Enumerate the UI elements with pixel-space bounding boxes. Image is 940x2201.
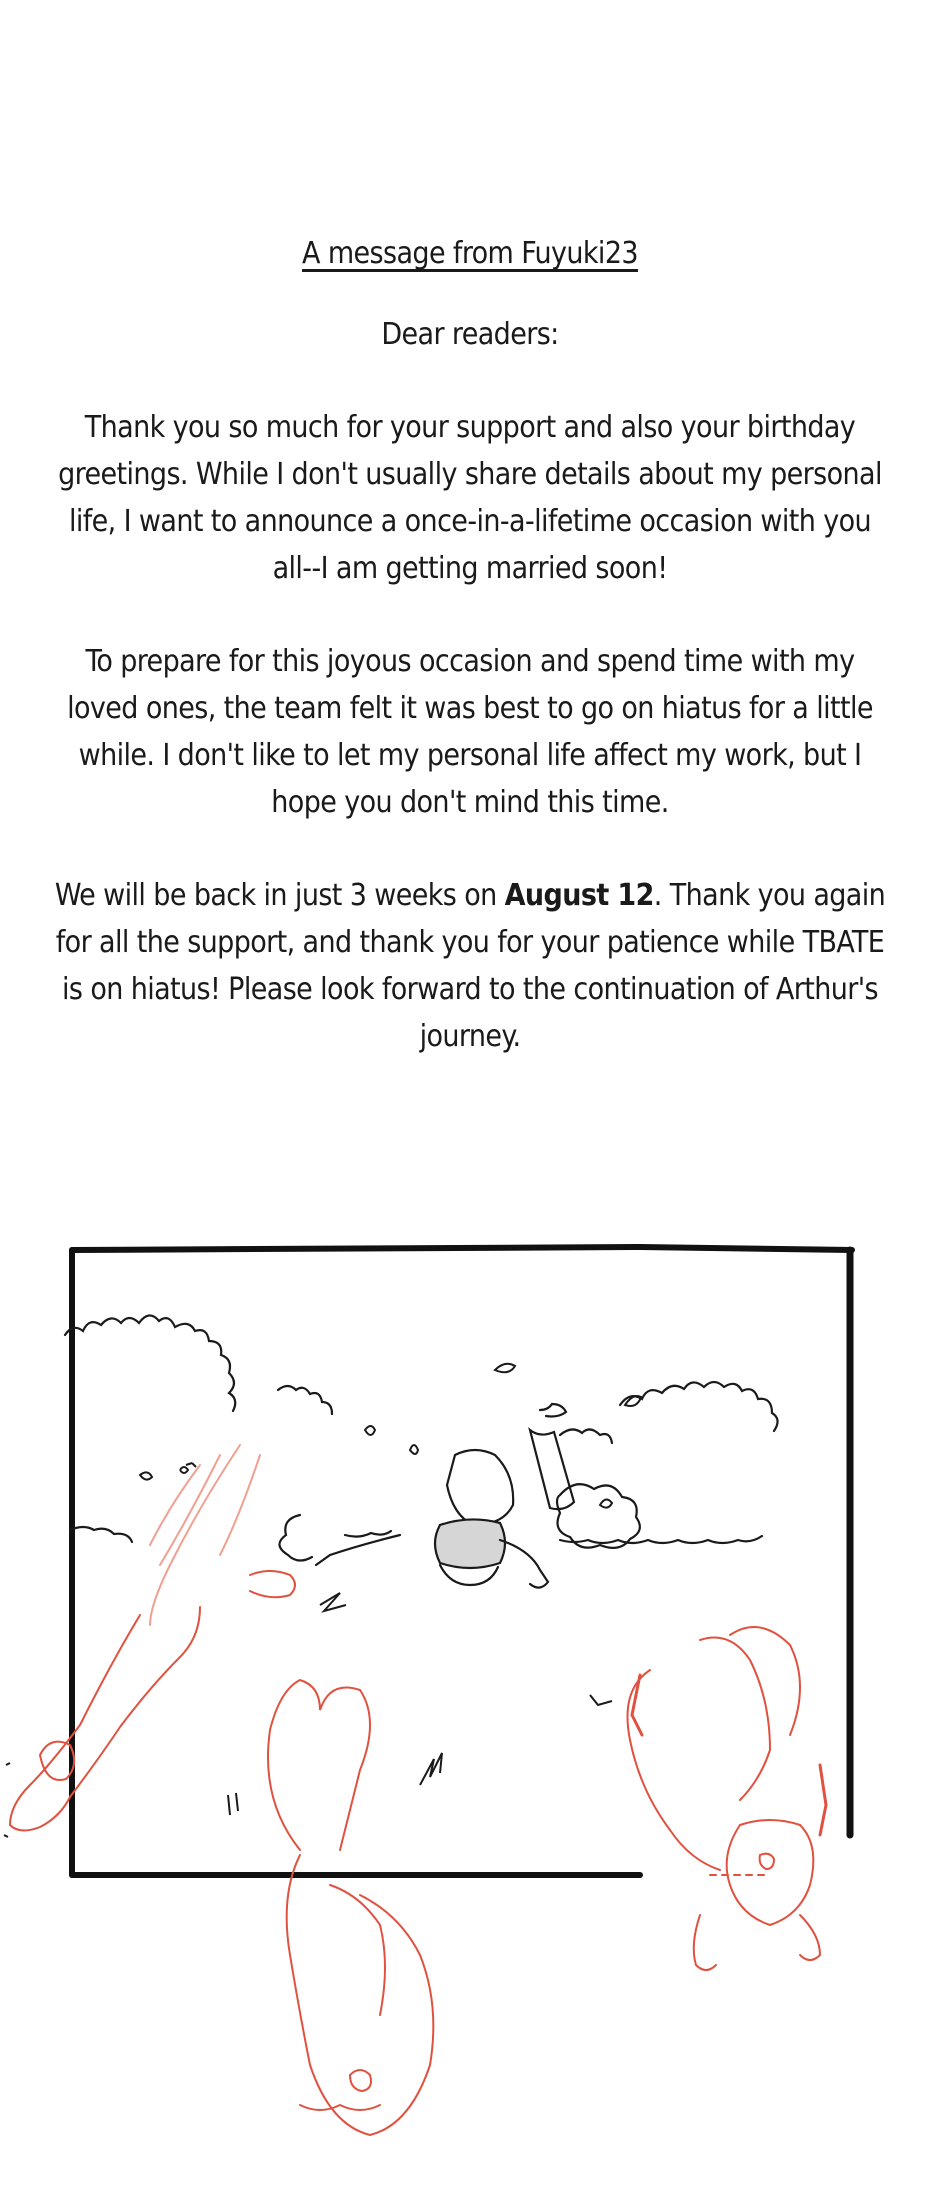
message-paragraph-3 [50,872,890,1060]
return-text-before: We will be back in just 3 weeks on [54,878,505,913]
misc-marks [4,1463,238,1837]
message-paragraph-1: Thank you so much for your support and also your birthday greetings. While I don't usually share details about my personal life, I want to announce a once-in-a-lifetime occasion with you all--I am getting married soon! [58,410,882,586]
message-paragraph-2: To prepare for this joyous occasion and spend time with my loved ones, the team felt it was best to go on hiatus for a little while. I don't like to let my personal life affect my work, but I hope you don't mind this time. [67,644,873,820]
falling-leaves [140,1364,641,1785]
announcement-message [50,220,890,1106]
bushes [65,1315,778,1560]
return-date: August 12 [504,878,654,913]
sketch-illustration [0,1195,940,2201]
sketch-creatures [10,1445,826,2135]
message-greeting: Dear readers: [381,317,559,352]
message-heading: A message from Fuyuki23 [302,236,638,271]
return-text-after: . Thank you again for all the support, and thank you for your patience while TBATE is on hiatus! Please look forward to the continuation of Arthur's journey. [55,878,886,1054]
fallen-character [316,1404,574,1588]
